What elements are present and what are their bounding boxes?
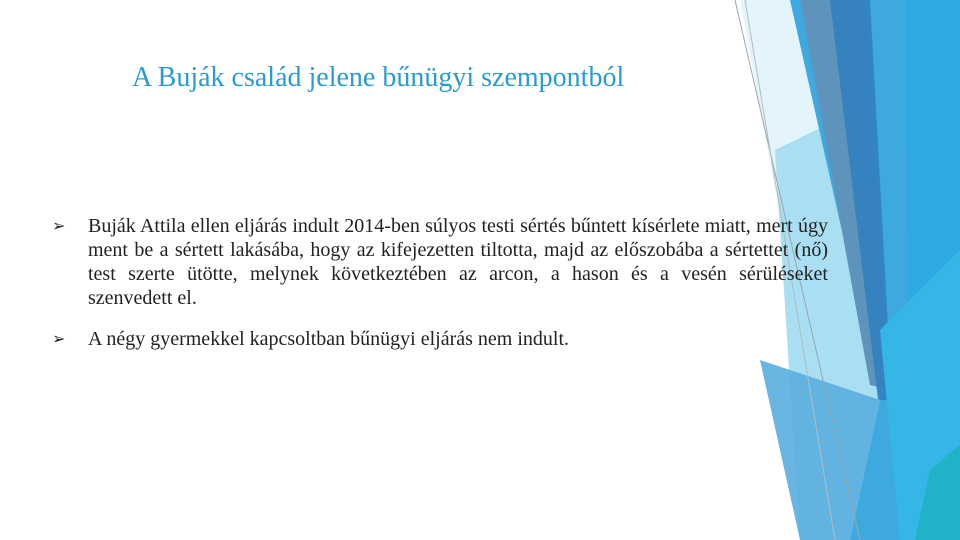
bullet-list (52, 214, 828, 368)
bullet-item (52, 214, 828, 310)
bullet-text: A négy gyermekkel kapcsoltban bűnügyi eljárás nem indult. (88, 328, 569, 350)
bullet-item (52, 327, 828, 351)
slide-title: A Buják család jelene bűnügyi szempontból (132, 62, 625, 93)
bullet-text: Buják Attila ellen eljárás indult 2014-ben súlyos testi sértés bűntett kísérlete miatt, mert úgy ment be a sértett lakásába, hogy az kifejezetten tiltotta, majd az előszobába a sértettet (nő) test szerte ütötte, melynek következtében az arcon, a hason és a vesén sérüléseket szenvedett el. (88, 215, 828, 309)
arrow-bullet-icon: ➢ (52, 329, 66, 348)
arrow-bullet-icon: ➢ (52, 216, 66, 235)
